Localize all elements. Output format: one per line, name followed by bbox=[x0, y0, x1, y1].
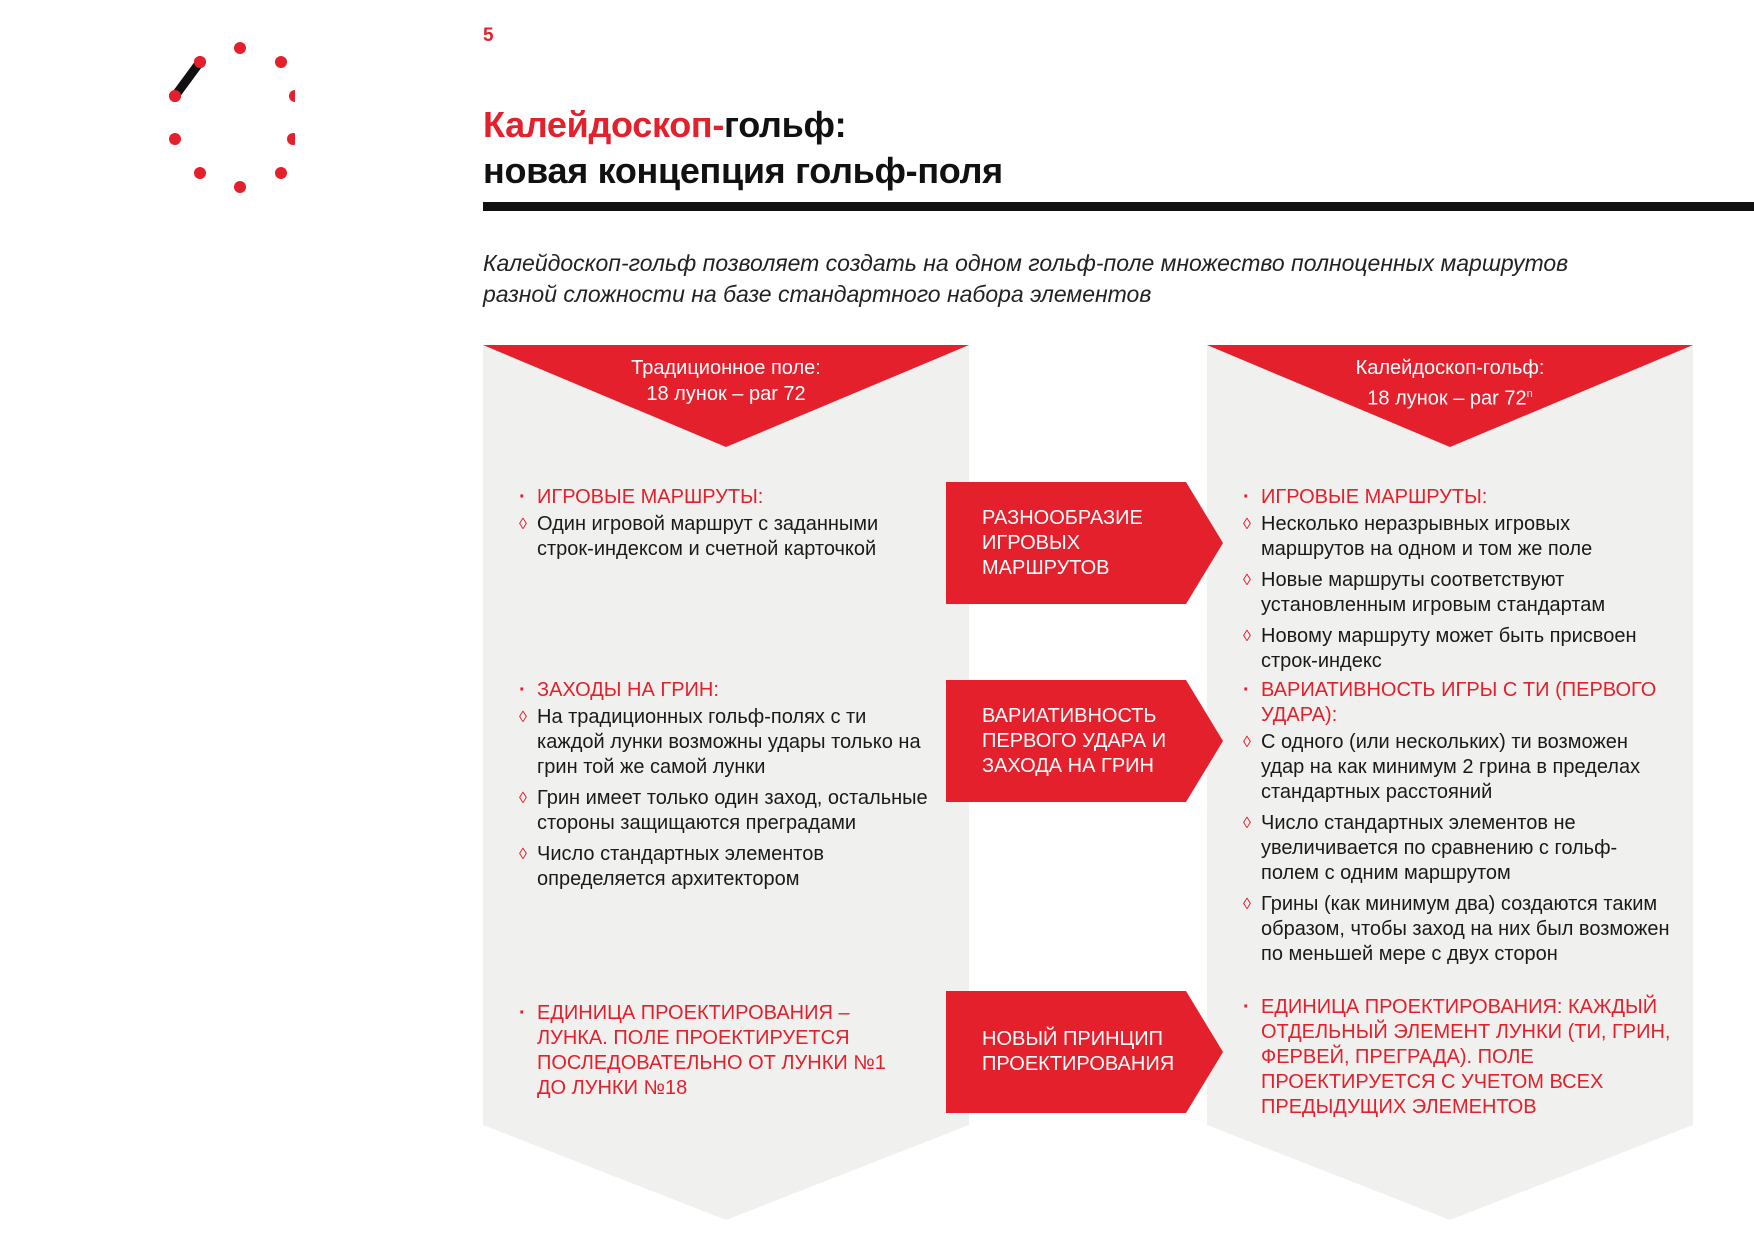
panel-header-line2 bbox=[1207, 381, 1693, 412]
list-item: ◊ Грин имеет только один заход, остальные стороны защищаются преградами bbox=[519, 786, 939, 836]
right-tee-block bbox=[1243, 678, 1673, 973]
left-greens-heading: · ЗАХОДЫ НА ГРИН: bbox=[519, 678, 939, 703]
list-item: ◊ Число стандартных элементов не увеличивается по сравнению с гольф-полем с одним маршрутом bbox=[1243, 811, 1673, 886]
arrow-label: РАЗНООБРАЗИЕ ИГРОВЫХ МАРШРУТОВ bbox=[982, 506, 1143, 579]
left-routes-list bbox=[519, 512, 939, 562]
traditional-course-panel bbox=[483, 345, 969, 1220]
header-superscript: n bbox=[1526, 388, 1533, 400]
panel-header-line1: Калейдоскоп-гольф: bbox=[1355, 357, 1545, 379]
arrow-label: ВАРИАТИВНОСТЬ ПЕРВОГО УДАРА И ЗАХОДА НА ГРИН bbox=[982, 704, 1167, 777]
list-item: ◊ Грины (как минимум два) создаются таким образом, чтобы заход на них был возможен по меньшей мере с двух сторон bbox=[1243, 892, 1673, 967]
panel-header-line1: Традиционное поле: bbox=[631, 357, 821, 379]
list-item: ◊ Один игровой маршрут с заданными строк-индексом и счетной карточкой bbox=[519, 512, 939, 562]
list-item: ◊ Число стандартных элементов определяется архитектором bbox=[519, 842, 939, 892]
right-unit-text: · ЕДИНИЦА ПРОЕКТИРОВАНИЯ: КАЖДЫЙ ОТДЕЛЬНЫЙ ЭЛЕМЕНТ ЛУНКИ (ТИ, ГРИН, ФЕРВЕЙ, ПРЕГРАДА). ПОЛЕ ПРОЕКТИРУЕТСЯ С УЧЕТОМ ВСЕХ ПРЕДЫДУЩИХ ЭЛЕМЕНТОВ bbox=[1243, 995, 1673, 1120]
arrow-route-variety bbox=[946, 482, 1223, 604]
list-item: ◊ С одного (или нескольких) ти возможен удар на как минимум 2 грина в пределах стандартных расстояний bbox=[1243, 730, 1673, 805]
arrow-label: НОВЫЙ ПРИНЦИП ПРОЕКТИРОВАНИЯ bbox=[982, 1028, 1175, 1075]
clock-dots-logo bbox=[155, 38, 295, 198]
right-unit-block bbox=[1243, 995, 1673, 1120]
arrow-design-principle bbox=[946, 991, 1223, 1113]
left-unit-block bbox=[519, 1001, 919, 1101]
right-tee-heading: · ВАРИАТИВНОСТЬ ИГРЫ С ТИ (ПЕРВОГО УДАРА): bbox=[1243, 678, 1673, 728]
panel-header bbox=[483, 355, 969, 407]
kaleidoscope-course-panel bbox=[1207, 345, 1693, 1220]
left-routes-heading: · ИГРОВЫЕ МАРШРУТЫ: bbox=[519, 485, 939, 510]
page-number: 5 bbox=[483, 25, 494, 46]
left-greens-block bbox=[519, 678, 939, 898]
list-item: ◊ Несколько неразрывных игровых маршрутов на одном и том же поле bbox=[1243, 512, 1673, 562]
panel-header-line2: 18 лунок – par 72 bbox=[646, 383, 806, 405]
left-routes-block bbox=[519, 485, 939, 568]
panel-header-line2-text: 18 лунок – par 72 bbox=[1367, 387, 1527, 410]
right-routes-heading: · ИГРОВЫЕ МАРШРУТЫ: bbox=[1243, 485, 1673, 510]
list-item: ◊ Новые маршруты соответствуют установленным игровым стандартам bbox=[1243, 568, 1673, 618]
arrow-tee-variability bbox=[946, 680, 1223, 802]
left-greens-list bbox=[519, 705, 939, 892]
page-title bbox=[483, 102, 1003, 194]
title-accent: Калейдоскоп- bbox=[483, 104, 725, 145]
page-subtitle: Калейдоскоп-гольф позволяет создать на одном гольф-поле множество полноценных маршрутов разной сложности на базе стандартного набора элементов bbox=[483, 250, 1569, 307]
list-item: ◊ Новому маршруту может быть присвоен строк-индекс bbox=[1243, 624, 1673, 674]
title-rest: гольф: bbox=[724, 104, 847, 145]
title-rule bbox=[483, 202, 1754, 211]
right-tee-list bbox=[1243, 730, 1673, 967]
title-line2: новая концепция гольф-поля bbox=[483, 150, 1003, 191]
right-routes-list bbox=[1243, 512, 1673, 674]
list-item: ◊ На традиционных гольф-полях с ти каждой лунки возможны удары только на грин той же самой лунки bbox=[519, 705, 939, 780]
left-unit-text: · ЕДИНИЦА ПРОЕКТИРОВАНИЯ – ЛУНКА. ПОЛЕ ПРОЕКТИРУЕТСЯ ПОСЛЕДОВАТЕЛЬНО ОТ ЛУНКИ №1 ДО ЛУНКИ №18 bbox=[519, 1001, 919, 1101]
panel-header bbox=[1207, 355, 1693, 412]
right-routes-block bbox=[1243, 485, 1673, 680]
